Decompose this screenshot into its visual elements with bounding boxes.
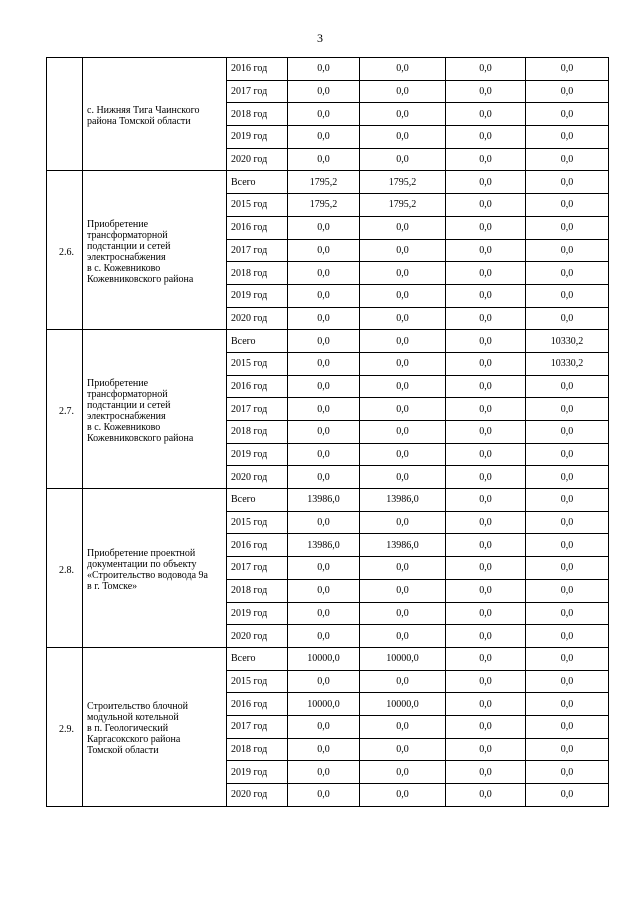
value-cell: 0,0 (526, 466, 609, 489)
year-cell: Всего (227, 330, 288, 353)
year-cell: Всего (227, 171, 288, 194)
value-cell: 0,0 (288, 284, 360, 307)
value-cell: 0,0 (526, 693, 609, 716)
value-cell: 0,0 (446, 80, 526, 103)
value-cell: 0,0 (526, 262, 609, 285)
table-row (47, 330, 609, 353)
year-cell: 2016 год (227, 375, 288, 398)
value-cell: 1795,2 (288, 171, 360, 194)
value-cell: 0,0 (446, 534, 526, 557)
value-cell: 0,0 (446, 421, 526, 444)
value-cell: 0,0 (288, 443, 360, 466)
value-cell: 0,0 (526, 239, 609, 262)
value-cell: 0,0 (360, 715, 446, 738)
year-cell: 2018 год (227, 103, 288, 126)
year-cell: 2016 год (227, 58, 288, 81)
value-cell: 0,0 (360, 80, 446, 103)
value-cell: 0,0 (288, 80, 360, 103)
value-cell: 0,0 (526, 625, 609, 648)
value-cell: 0,0 (446, 693, 526, 716)
value-cell: 0,0 (360, 625, 446, 648)
table-row (47, 647, 609, 670)
value-cell: 0,0 (446, 784, 526, 807)
table-row (47, 171, 609, 194)
value-cell: 0,0 (360, 262, 446, 285)
value-cell: 1795,2 (360, 171, 446, 194)
value-cell: 0,0 (360, 443, 446, 466)
year-cell: 2020 год (227, 307, 288, 330)
value-cell: 13986,0 (288, 489, 360, 512)
value-cell: 0,0 (288, 262, 360, 285)
value-cell: 0,0 (360, 330, 446, 353)
page-number: 3 (317, 31, 323, 45)
item-number: 2.8. (47, 489, 83, 648)
year-cell: 2017 год (227, 80, 288, 103)
value-cell: 0,0 (526, 421, 609, 444)
value-cell: 0,0 (360, 239, 446, 262)
value-cell: 0,0 (526, 647, 609, 670)
year-cell: Всего (227, 647, 288, 670)
value-cell: 0,0 (526, 103, 609, 126)
value-cell: 0,0 (526, 307, 609, 330)
value-cell: 0,0 (288, 579, 360, 602)
year-cell: 2016 год (227, 534, 288, 557)
value-cell: 0,0 (446, 307, 526, 330)
value-cell: 0,0 (446, 715, 526, 738)
year-cell: 2020 год (227, 466, 288, 489)
year-cell: 2019 год (227, 602, 288, 625)
value-cell: 0,0 (446, 171, 526, 194)
value-cell: 0,0 (526, 80, 609, 103)
year-cell: 2020 год (227, 625, 288, 648)
value-cell: 10000,0 (360, 647, 446, 670)
table-row (47, 58, 609, 81)
item-name: с. Нижняя Тига Чаинского района Томской области (83, 58, 227, 171)
year-cell: 2019 год (227, 284, 288, 307)
value-cell: 0,0 (446, 330, 526, 353)
value-cell: 0,0 (288, 148, 360, 171)
value-cell: 0,0 (526, 375, 609, 398)
value-cell: 0,0 (360, 126, 446, 149)
year-cell: 2018 год (227, 579, 288, 602)
value-cell: 0,0 (446, 557, 526, 580)
item-name: Приобретение трансформаторной подстанции и сетей электроснабжения в с. Кожевниково Кожевниковского района (83, 330, 227, 489)
item-number (47, 58, 83, 171)
value-cell: 0,0 (446, 284, 526, 307)
year-cell: 2016 год (227, 216, 288, 239)
value-cell: 0,0 (526, 443, 609, 466)
value-cell: 0,0 (446, 670, 526, 693)
value-cell: 0,0 (288, 103, 360, 126)
value-cell: 0,0 (288, 602, 360, 625)
value-cell: 0,0 (526, 715, 609, 738)
value-cell: 0,0 (526, 602, 609, 625)
value-cell: 0,0 (360, 398, 446, 421)
value-cell: 0,0 (288, 239, 360, 262)
value-cell: 0,0 (526, 784, 609, 807)
item-number: 2.7. (47, 330, 83, 489)
value-cell: 0,0 (288, 398, 360, 421)
value-cell: 10330,2 (526, 330, 609, 353)
item-name: Строительство блочной модульной котельной в п. Геологический Каргасокского района Томской области (83, 647, 227, 806)
item-number: 2.9. (47, 647, 83, 806)
value-cell: 0,0 (360, 511, 446, 534)
value-cell: 1795,2 (288, 194, 360, 217)
value-cell: 0,0 (446, 262, 526, 285)
value-cell: 0,0 (446, 625, 526, 648)
value-cell: 0,0 (360, 352, 446, 375)
value-cell: 0,0 (288, 784, 360, 807)
year-cell: 2017 год (227, 239, 288, 262)
value-cell: 0,0 (526, 579, 609, 602)
value-cell: 0,0 (446, 602, 526, 625)
value-cell: 0,0 (360, 103, 446, 126)
value-cell: 0,0 (526, 511, 609, 534)
value-cell: 10000,0 (288, 693, 360, 716)
value-cell: 0,0 (360, 602, 446, 625)
value-cell: 0,0 (288, 330, 360, 353)
value-cell: 0,0 (288, 625, 360, 648)
value-cell: 10000,0 (288, 647, 360, 670)
value-cell: 0,0 (288, 307, 360, 330)
year-cell: 2020 год (227, 784, 288, 807)
year-cell: 2015 год (227, 352, 288, 375)
value-cell: 0,0 (360, 375, 446, 398)
value-cell: 0,0 (446, 375, 526, 398)
value-cell: 0,0 (446, 126, 526, 149)
value-cell: 0,0 (360, 421, 446, 444)
value-cell: 0,0 (526, 171, 609, 194)
value-cell: 0,0 (360, 284, 446, 307)
year-cell: 2015 год (227, 670, 288, 693)
value-cell: 0,0 (360, 784, 446, 807)
funding-table-body (47, 58, 609, 807)
value-cell: 0,0 (526, 126, 609, 149)
year-cell: 2017 год (227, 398, 288, 421)
value-cell: 0,0 (446, 761, 526, 784)
value-cell: 0,0 (446, 738, 526, 761)
value-cell: 0,0 (446, 103, 526, 126)
value-cell: 0,0 (446, 352, 526, 375)
year-cell: 2018 год (227, 421, 288, 444)
value-cell: 0,0 (288, 738, 360, 761)
value-cell: 0,0 (360, 466, 446, 489)
value-cell: 0,0 (526, 738, 609, 761)
year-cell: 2018 год (227, 738, 288, 761)
value-cell: 10330,2 (526, 352, 609, 375)
value-cell: 0,0 (446, 239, 526, 262)
value-cell: 13986,0 (288, 534, 360, 557)
value-cell: 0,0 (360, 307, 446, 330)
value-cell: 0,0 (526, 489, 609, 512)
value-cell: 0,0 (446, 398, 526, 421)
value-cell: 0,0 (288, 761, 360, 784)
item-number: 2.6. (47, 171, 83, 330)
value-cell: 0,0 (360, 557, 446, 580)
value-cell: 0,0 (360, 738, 446, 761)
value-cell: 0,0 (288, 715, 360, 738)
value-cell: 0,0 (526, 670, 609, 693)
value-cell: 0,0 (288, 557, 360, 580)
value-cell: 0,0 (288, 58, 360, 81)
value-cell: 0,0 (360, 761, 446, 784)
year-cell: 2016 год (227, 693, 288, 716)
value-cell: 0,0 (526, 398, 609, 421)
value-cell: 0,0 (526, 148, 609, 171)
value-cell: 0,0 (288, 126, 360, 149)
value-cell: 13986,0 (360, 489, 446, 512)
value-cell: 0,0 (446, 216, 526, 239)
value-cell: 0,0 (360, 58, 446, 81)
value-cell: 0,0 (288, 466, 360, 489)
value-cell: 0,0 (446, 647, 526, 670)
value-cell: 13986,0 (360, 534, 446, 557)
year-cell: 2017 год (227, 715, 288, 738)
value-cell: 0,0 (360, 579, 446, 602)
year-cell: 2015 год (227, 194, 288, 217)
value-cell: 10000,0 (360, 693, 446, 716)
value-cell: 0,0 (288, 375, 360, 398)
year-cell: 2019 год (227, 443, 288, 466)
value-cell: 0,0 (288, 511, 360, 534)
value-cell: 0,0 (446, 511, 526, 534)
value-cell: 0,0 (360, 148, 446, 171)
table-row (47, 489, 609, 512)
value-cell: 0,0 (526, 194, 609, 217)
year-cell: 2020 год (227, 148, 288, 171)
item-name: Приобретение проектной документации по объекту «Строительство водовода 9а в г. Томске» (83, 489, 227, 648)
year-cell: 2019 год (227, 126, 288, 149)
value-cell: 0,0 (446, 579, 526, 602)
year-cell: 2019 год (227, 761, 288, 784)
year-cell: Всего (227, 489, 288, 512)
year-cell: 2015 год (227, 511, 288, 534)
value-cell: 0,0 (360, 670, 446, 693)
funding-table (46, 57, 609, 807)
value-cell: 0,0 (446, 58, 526, 81)
value-cell: 0,0 (288, 421, 360, 444)
value-cell: 0,0 (288, 352, 360, 375)
value-cell: 0,0 (526, 216, 609, 239)
value-cell: 0,0 (526, 58, 609, 81)
item-name: Приобретение трансформаторной подстанции и сетей электроснабжения в с. Кожевниково Кожевниковского района (83, 171, 227, 330)
value-cell: 1795,2 (360, 194, 446, 217)
value-cell: 0,0 (446, 194, 526, 217)
value-cell: 0,0 (288, 670, 360, 693)
value-cell: 0,0 (526, 761, 609, 784)
value-cell: 0,0 (526, 534, 609, 557)
value-cell: 0,0 (526, 284, 609, 307)
year-cell: 2017 год (227, 557, 288, 580)
value-cell: 0,0 (446, 489, 526, 512)
year-cell: 2018 год (227, 262, 288, 285)
value-cell: 0,0 (446, 443, 526, 466)
value-cell: 0,0 (360, 216, 446, 239)
value-cell: 0,0 (446, 466, 526, 489)
value-cell: 0,0 (288, 216, 360, 239)
value-cell: 0,0 (446, 148, 526, 171)
value-cell: 0,0 (526, 557, 609, 580)
